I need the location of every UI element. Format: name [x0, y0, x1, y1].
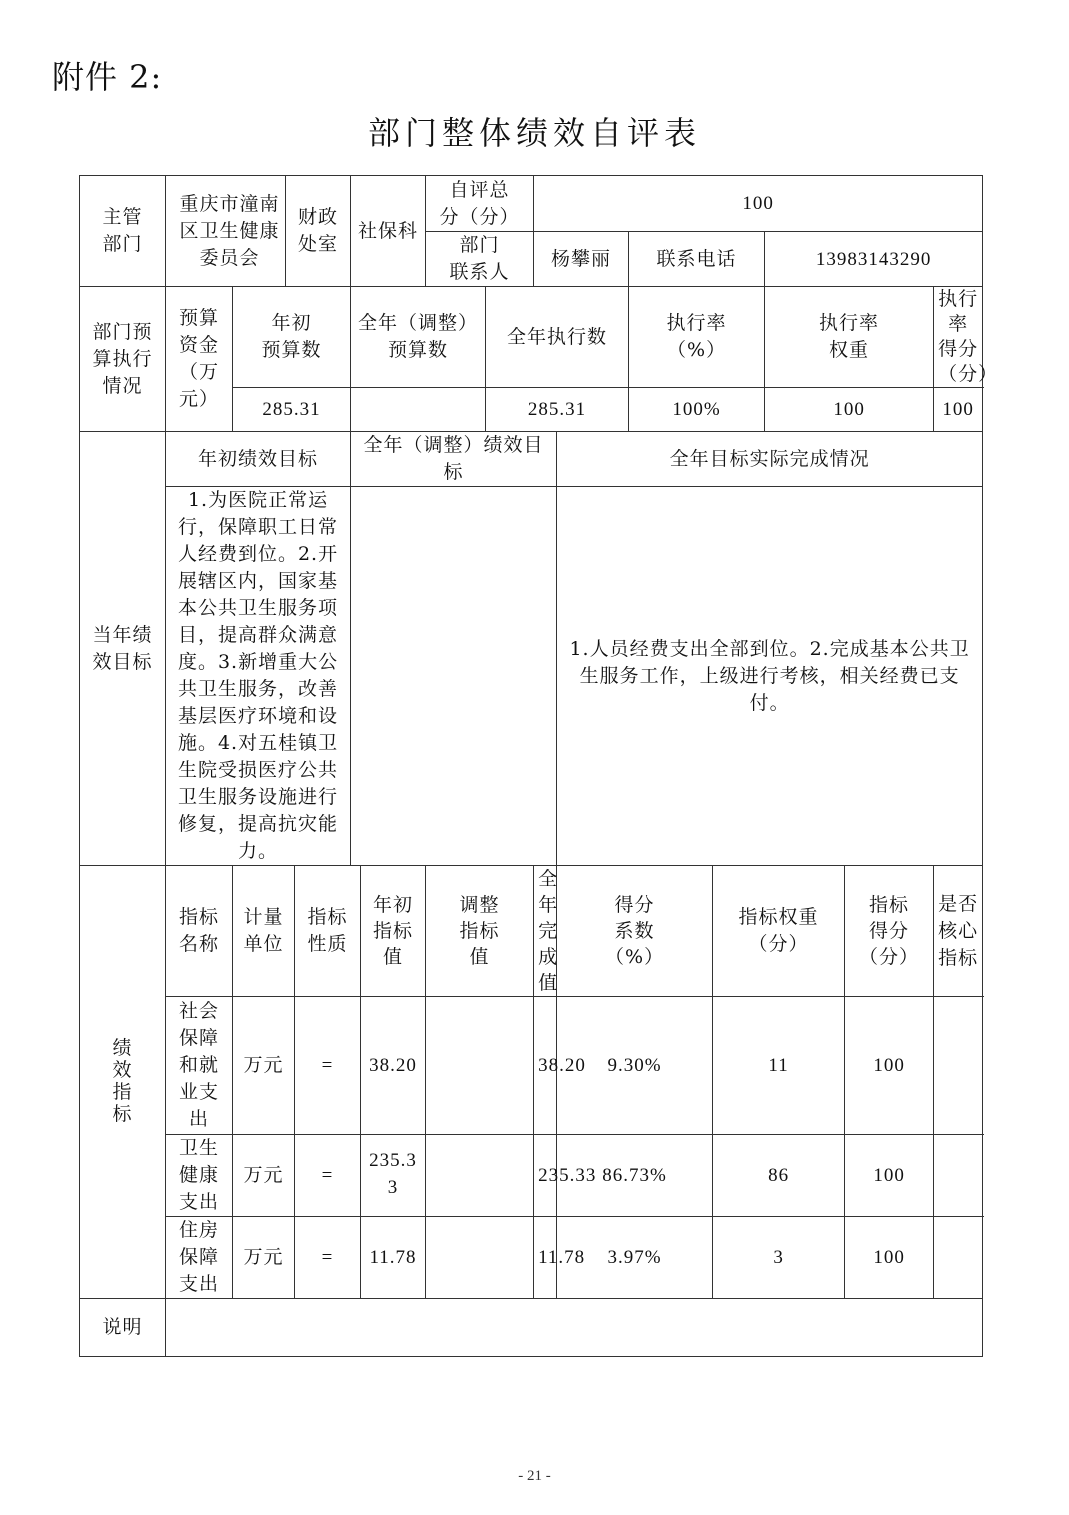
ind-name: 社会 保障 和就 业支 出: [166, 997, 233, 1135]
goals-section-label: 当年绩 效目标: [80, 432, 166, 866]
ind-actual: 38.20: [534, 997, 557, 1135]
ind-initial: 11.78: [361, 1217, 426, 1299]
ind-nature: =: [295, 1135, 361, 1217]
ind-weight: 86: [713, 1135, 845, 1217]
ind-core: [934, 1135, 983, 1217]
ind-unit: 万元: [233, 997, 295, 1135]
budget-weight-value: 100: [765, 388, 934, 432]
budget-initial-header: 年初 预算数: [233, 287, 351, 388]
ind-score: 100: [845, 1217, 934, 1299]
phone-label: 联系电话: [629, 232, 765, 287]
table-row: [80, 1135, 983, 1217]
form-title: 部门整体绩效自评表: [367, 114, 701, 152]
office-label: 财政 处室: [286, 176, 351, 287]
ind-adjusted: [426, 997, 534, 1135]
ind-nature: =: [295, 1217, 361, 1299]
ind-header-actual: 全年 完成 值: [534, 866, 557, 997]
table-row: [80, 1217, 983, 1299]
ind-header-adjusted: 调整 指标 值: [426, 866, 534, 997]
ind-initial: 235.3 3: [361, 1135, 426, 1217]
budget-rate-header: 执行率 （%）: [629, 287, 765, 388]
ind-weight: 11: [713, 997, 845, 1135]
budget-initial-value: 285.31: [233, 388, 351, 432]
ind-coef: 3.97%: [557, 1217, 713, 1299]
ind-actual: 235.33: [534, 1135, 557, 1217]
ind-header-nature: 指标 性质: [295, 866, 361, 997]
ind-unit: 万元: [233, 1135, 295, 1217]
ind-header-name: 指标 名称: [166, 866, 233, 997]
ind-header-score: 指标 得分 （分）: [845, 866, 934, 997]
ind-coef: 9.30%: [557, 997, 713, 1135]
budget-fund-label: 预算 资金 （万元）: [166, 287, 233, 432]
ind-unit: 万元: [233, 1217, 295, 1299]
ind-header-initial: 年初 指标 值: [361, 866, 426, 997]
budget-executed-value: 285.31: [486, 388, 629, 432]
ind-adjusted: [426, 1217, 534, 1299]
dept-name: 重庆市潼南 区卫生健康 委员会: [166, 176, 286, 287]
ind-header-weight: 指标权重 （分）: [713, 866, 845, 997]
ind-name: 住房 保障 支出: [166, 1217, 233, 1299]
ind-header-core: 是否核心 指标: [934, 866, 983, 997]
ind-nature: =: [295, 997, 361, 1135]
ind-name: 卫生 健康 支出: [166, 1135, 233, 1217]
ind-weight: 3: [713, 1217, 845, 1299]
dept-label: 主管 部门: [80, 176, 166, 287]
goals-actual-text: 1.人员经费支出全部到位。2.完成基本公共卫生服务工作，上级进行考核，相关经费已支付。: [557, 487, 983, 866]
evaluation-table: [79, 175, 999, 1357]
budget-executed-header: 全年执行数: [486, 287, 629, 388]
budget-adjusted-header: 全年（调整） 预算数: [351, 287, 486, 388]
budget-adjusted-value: [351, 388, 486, 432]
page-number: - 21 -: [518, 1468, 551, 1484]
ind-header-unit: 计量 单位: [233, 866, 295, 997]
ind-core: [934, 1217, 983, 1299]
goals-initial-text: 1.为医院正常运行，保障职工日常人经费到位。2.开展辖区内，国家基本公共卫生服务项目，提高群众满意度。3.新增重大公共卫生服务，改善基层医疗环境和设施。4.对五桂镇卫生院受损医疗公共卫生服务设施进行修复，提高抗灾能力。: [166, 487, 351, 866]
score-value: 100: [534, 176, 983, 232]
ind-initial: 38.20: [361, 997, 426, 1135]
budget-score-header: 执行率 得分 （分）: [934, 287, 983, 388]
goals-adjusted-text: [351, 487, 557, 866]
ind-score: 100: [845, 1135, 934, 1217]
budget-rate-value: 100%: [629, 388, 765, 432]
budget-weight-header: 执行率 权重: [765, 287, 934, 388]
goals-adjusted-header: 全年（调整）绩效目标: [351, 432, 557, 487]
contact-name: 杨攀丽: [534, 232, 629, 287]
budget-section-label: 部门预 算执行 情况: [80, 287, 166, 432]
notes-label: 说明: [80, 1299, 166, 1357]
indicators-section-label: 绩效指标: [80, 866, 166, 1299]
attachment-label: 附件 2:: [52, 58, 163, 96]
office-name: 社保科: [351, 176, 426, 287]
score-label: 自评总 分（分）: [426, 176, 534, 232]
table-row: [80, 997, 983, 1135]
goals-actual-header: 全年目标实际完成情况: [557, 432, 983, 487]
ind-adjusted: [426, 1135, 534, 1217]
notes-text: [166, 1299, 983, 1357]
contact-label: 部门 联系人: [426, 232, 534, 287]
phone-value: 13983143290: [765, 232, 983, 287]
ind-header-coef: 得分 系数 （%）: [557, 866, 713, 997]
ind-actual: 11.78: [534, 1217, 557, 1299]
ind-core: [934, 997, 983, 1135]
goals-initial-header: 年初绩效目标: [166, 432, 351, 487]
ind-coef: 86.73%: [557, 1135, 713, 1217]
budget-score-value: 100: [934, 388, 983, 432]
ind-score: 100: [845, 997, 934, 1135]
